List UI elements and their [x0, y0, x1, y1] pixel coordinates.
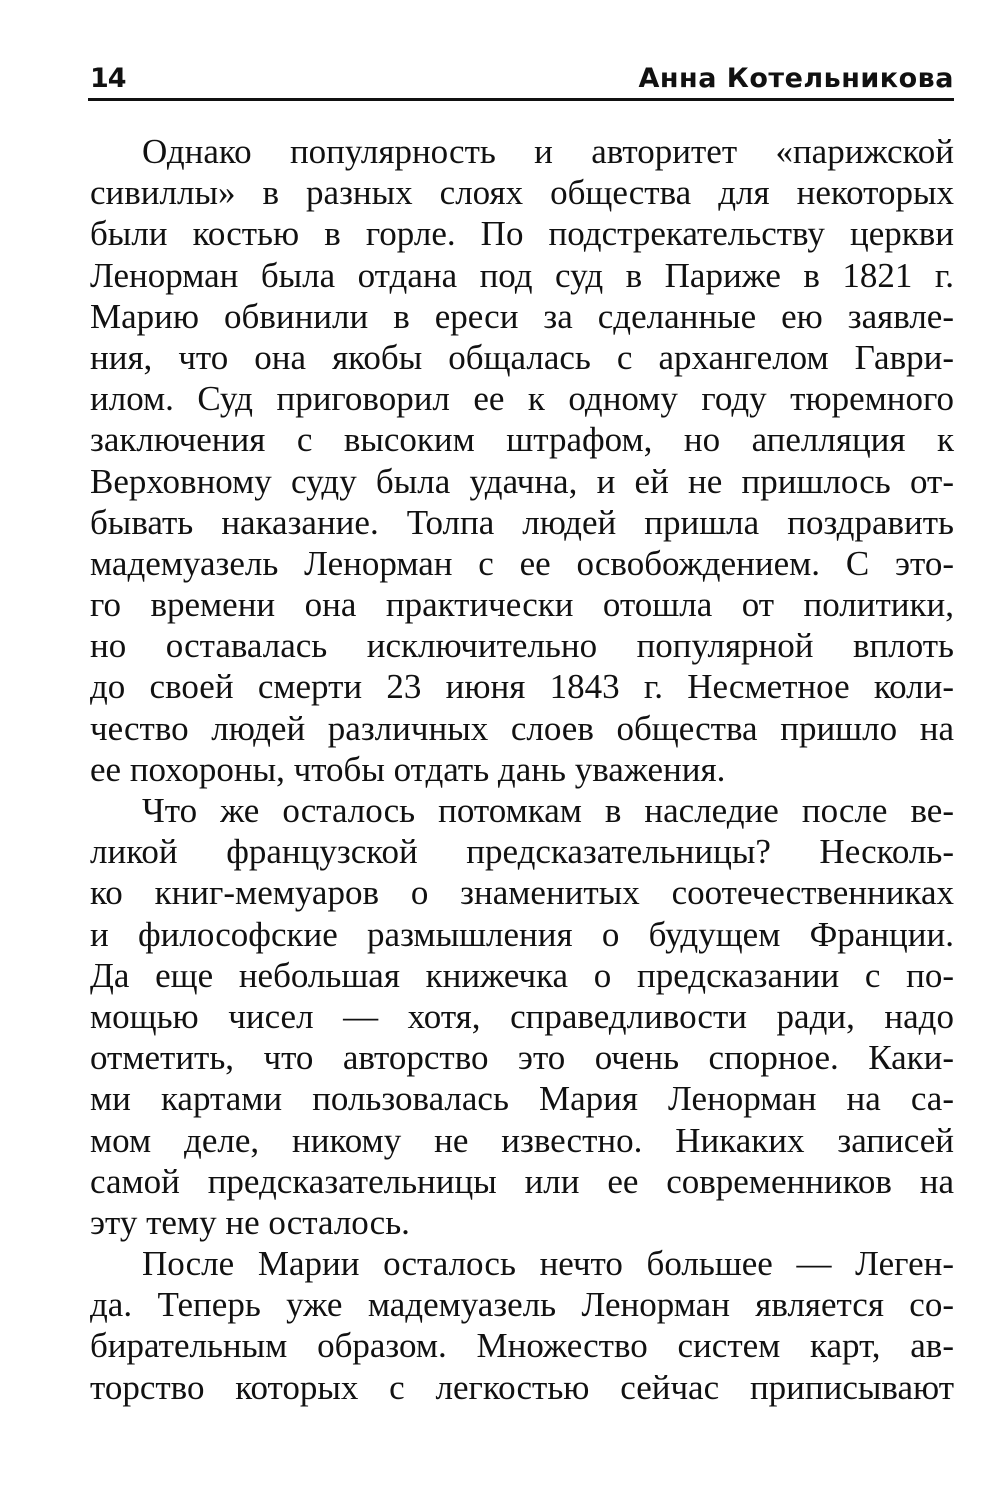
text-line: торство которых с легкостью сейчас приписывают — [90, 1367, 954, 1407]
paragraph-3 — [90, 1243, 954, 1408]
text-line: эту тему не осталось. — [90, 1202, 410, 1242]
text-line: Да еще небольшая книжечка о предсказании с по- — [90, 955, 954, 995]
text-line: да. Теперь уже мадемуазель Ленорман является со- — [90, 1285, 954, 1325]
text-line: бывать наказание. Толпа людей пришла поздравить — [90, 502, 954, 542]
text-line: ния, что она якобы общалась с архангелом Гаври- — [90, 337, 954, 377]
text-line: Верховному суду была удачна, и ей не пришлось от- — [90, 461, 954, 501]
paragraph-1 — [90, 131, 954, 790]
text-line: го времени она практически отошла от политики, — [90, 585, 954, 625]
text-line: отметить, что авторство это очень спорное. Каки- — [90, 1038, 954, 1078]
text-line: илом. Суд приговорил ее к одному году тюремного — [90, 379, 954, 419]
text-line: Однако популярность и авторитет «парижской — [142, 132, 954, 171]
text-line: самой предсказательницы или ее современников на — [90, 1161, 954, 1201]
text-line: ко книг-мемуаров о знаменитых соотечественниках — [90, 873, 954, 913]
text-line: После Марии осталось нечто большее — Леген- — [142, 1244, 954, 1284]
text-line: заключения с высоким штрафом, но апелляция к — [90, 420, 954, 460]
paragraph-2 — [90, 790, 954, 1243]
text-line: мощью чисел — хотя, справедливости ради, надо — [90, 996, 954, 1036]
text-line: чество людей различных слоев общества пришло на — [90, 708, 954, 748]
running-head-author: Анна Котельникова — [638, 63, 954, 94]
text-line: Марию обвинили в ереси за сделанные ею заявле- — [90, 296, 954, 336]
text-line: сивиллы» в разных слоях общества для некоторых — [90, 173, 954, 213]
text-line: Ленорман была отдана под суд в Париже в 1821 г. — [90, 255, 954, 295]
text-line: до своей смерти 23 июня 1843 г. Несметное коли- — [90, 667, 954, 707]
text-line: и философские размышления о будущем Франции. — [90, 914, 954, 954]
page-header — [88, 62, 954, 101]
text-line: мадемуазель Ленорман с ее освобождением. С это- — [90, 543, 954, 583]
text-line: ее похороны, чтобы отдать дань уважения. — [90, 749, 726, 789]
text-line: были костью в горле. По подстрекательству церкви — [90, 214, 954, 254]
text-line: бирательным образом. Множество систем карт, ав- — [90, 1326, 954, 1366]
text-line: но оставалась исключительно популярной вплоть — [90, 626, 954, 666]
text-line: Что же осталось потомкам в наследие после ве- — [142, 791, 954, 830]
text-line: ми картами пользовалась Мария Ленорман на са- — [90, 1079, 954, 1119]
text-line: ликой французской предсказательницы? Несколь- — [90, 832, 954, 872]
text-line: мом деле, никому не известно. Никаких записей — [90, 1120, 954, 1160]
page-number: 14 — [90, 63, 126, 94]
body-text — [90, 131, 954, 1408]
